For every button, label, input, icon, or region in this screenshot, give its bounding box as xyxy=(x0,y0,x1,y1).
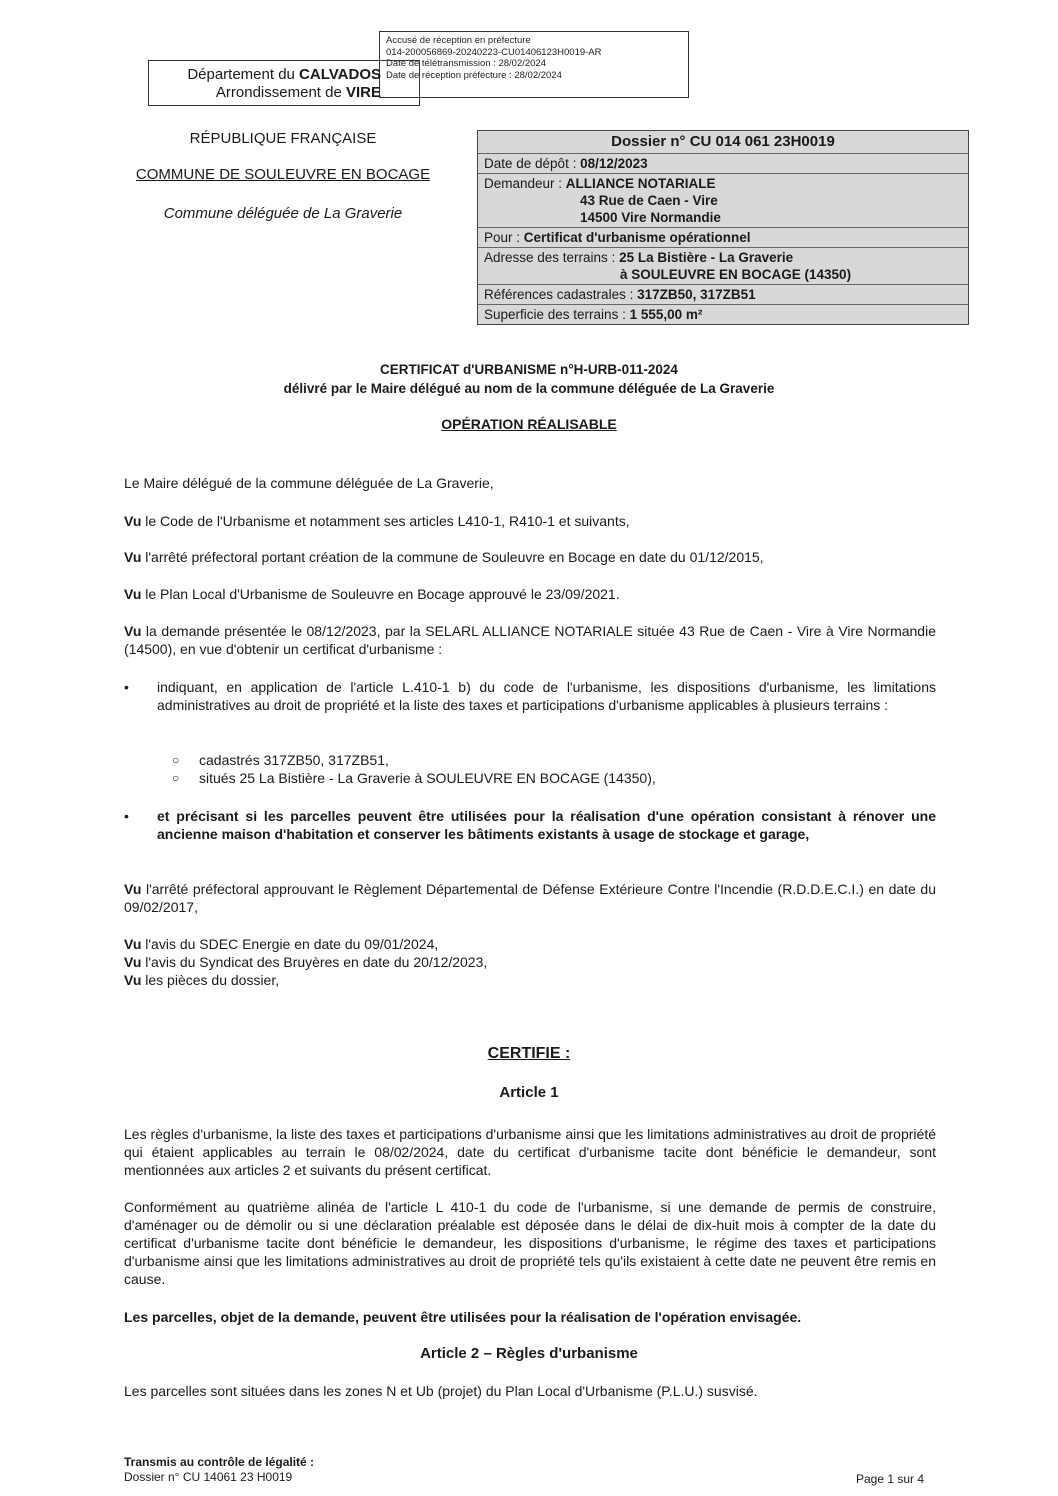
article-1-conclusion: Les parcelles, objet de la demande, peuvent être utilisées pour la réalisation de l'opération envisagée. xyxy=(124,1309,802,1325)
bullet-text: et précisant si les parcelles peuvent être utilisées pour la réalisation d'une opération consistant à rénover une ancienne maison d'habitation et conserver les bâtiments existants à usage de stockage et garage, xyxy=(157,808,936,842)
department-name: CALVADOS xyxy=(299,66,381,83)
page-number: Page 1 sur 4 xyxy=(856,1472,925,1486)
date-depot-label: Date de dépôt : xyxy=(484,156,581,171)
department-box xyxy=(148,60,420,106)
vu-text: la demande présentée le 08/12/2023, par la SELARL ALLIANCE NOTARIALE située 43 Rue de Caen - Vire à Vire Normandie (14500), en vue d'obtenir un certificat d'urbanisme : xyxy=(124,623,936,657)
superficie-label: Superficie des terrains : xyxy=(484,307,630,322)
department-prefix: Département du xyxy=(187,66,300,83)
stamp-line: 014-200056869-20240223-CU01406123H0019-AR xyxy=(386,46,602,58)
certificate-title: CERTIFICAT d'URBANISME n°H-URB-011-2024 xyxy=(380,362,678,377)
operation-status: OPÉRATION RÉALISABLE xyxy=(441,416,617,432)
vu-word: Vu xyxy=(124,954,142,970)
arrondissement-name: VIRE xyxy=(345,84,381,101)
adresse-label: Adresse des terrains : xyxy=(484,250,620,265)
footer-dossier: Dossier n° CU 14061 23 H0019 xyxy=(124,1470,293,1484)
sub-bullet-text: situés 25 La Bistière - La Graverie à SOULEUVRE EN BOCAGE (14350), xyxy=(199,770,656,786)
vu-text: l'arrêté préfectoral approuvant le Règlement Départemental de Défense Extérieure Contre l'Incendie (R.D.D.E.C.I.) en date du 09/02/2017, xyxy=(124,881,936,915)
vu-word: Vu xyxy=(124,972,142,988)
adresse-value: 25 La Bistière - La Graverie xyxy=(619,250,794,265)
vu-paragraph xyxy=(124,512,936,530)
article-1-paragraph: Les règles d'urbanisme, la liste des taxes et participations d'urbanisme ainsi que les limitations administratives au droit de propriété qui étaient applicables au terrain le 08/02/2024, date du certificat d'urbanisme tacite dont bénéficie le demandeur, sont mentionnées aux articles 2 et suivants du présent certificat. xyxy=(124,1126,936,1178)
vu-text: les pièces du dossier, xyxy=(141,972,280,988)
references-row xyxy=(478,284,968,304)
demandeur-address-line: 43 Rue de Caen - Vire xyxy=(580,193,718,208)
vu-paragraph xyxy=(124,548,936,566)
vu-paragraph xyxy=(124,880,936,916)
bullet-text: indiquant, en application de l'article L.410-1 b) du code de l'urbanisme, les dispositions d'urbanisme, les limitations administratives au droit de propriété et la liste des taxes et participations d'urbanisme applicables à plusieurs terrains : xyxy=(157,679,936,713)
prefecture-stamp xyxy=(379,31,689,98)
references-label: Références cadastrales : xyxy=(484,287,638,302)
vu-paragraph xyxy=(124,953,936,971)
pour-row xyxy=(478,227,968,247)
vu-paragraph xyxy=(124,971,936,989)
adresse-value: à SOULEUVRE EN BOCAGE (14350) xyxy=(620,267,852,282)
vu-paragraph xyxy=(124,585,936,603)
arrondissement-line xyxy=(149,84,381,102)
dossier-info-table xyxy=(477,130,969,325)
demandeur-label: Demandeur : xyxy=(484,176,566,191)
demandeur-name: ALLIANCE NOTARIALE xyxy=(565,176,716,191)
commune-deleguee: Commune déléguée de La Graverie xyxy=(163,205,403,222)
superficie-value: 1 555,00 m² xyxy=(629,307,703,322)
department-line xyxy=(149,66,381,84)
vu-text: le Code de l'Urbanisme et notamment ses articles L410-1, R410-1 et suivants, xyxy=(141,513,630,529)
dossier-number: Dossier n° CU 014 061 23H0019 xyxy=(611,133,835,150)
vu-word: Vu xyxy=(124,623,142,639)
demandeur-row xyxy=(478,173,968,227)
stamp-line: Date de réception préfecture : 28/02/2024 xyxy=(386,69,562,81)
vu-text: le Plan Local d'Urbanisme de Souleuvre en Bocage approuvé le 23/09/2021. xyxy=(141,586,620,602)
pour-value: Certificat d'urbanisme opérationnel xyxy=(523,230,751,245)
vu-word: Vu xyxy=(124,586,142,602)
sub-bullet-text: cadastrés 317ZB50, 317ZB51, xyxy=(199,752,389,768)
references-value: 317ZB50, 317ZB51 xyxy=(637,287,756,302)
circle-bullet-icon: ○ xyxy=(172,771,180,785)
certificate-subtitle: délivré par le Maire délégué au nom de la commune déléguée de La Graverie xyxy=(283,381,775,396)
stamp-line: Date de télétransmission : 28/02/2024 xyxy=(386,58,547,69)
vu-text: l'avis du Syndicat des Bruyères en date du 20/12/2023, xyxy=(141,954,488,970)
arrondissement-prefix: Arrondissement de xyxy=(215,84,346,101)
vu-paragraph xyxy=(124,935,936,953)
circle-bullet-icon: ○ xyxy=(172,753,180,767)
article-1-title: Article 1 xyxy=(499,1084,559,1101)
bullet-icon: • xyxy=(124,808,129,824)
certifie-heading: CERTIFIE : xyxy=(487,1045,571,1062)
article-2-title: Article 2 – Règles d'urbanisme xyxy=(420,1345,638,1362)
footer-transmis: Transmis au contrôle de légalité : xyxy=(124,1455,315,1469)
date-depot-row xyxy=(478,153,968,173)
article-1-paragraph: Conformément au quatrième alinéa de l'article L 410-1 du code de l'urbanisme, si une demande de permis de construire, d'aménager ou de démolir ou si une déclaration préalable est déposée dans le délai de dix-huit mois à compter de la date du certificat d'urbanisme tacite dont bénéficie le demandeur, les dispositions d'urbanisme, le régime des taxes et participations d'urbanisme ainsi que les limitations administratives au droit de propriété tels qu'ils existaient à cette date ne peuvent être remis en cause. xyxy=(124,1199,936,1287)
vu-word: Vu xyxy=(124,881,142,897)
vu-paragraph xyxy=(124,622,936,658)
date-depot-value: 08/12/2023 xyxy=(580,156,648,171)
superficie-row xyxy=(478,304,968,324)
republique-title: RÉPUBLIQUE FRANÇAISE xyxy=(189,130,377,147)
vu-word: Vu xyxy=(124,513,142,529)
article-2-paragraph: Les parcelles sont situées dans les zones N et Ub (projet) du Plan Local d'Urbanisme (P.L.U.) susvisé. xyxy=(124,1383,758,1399)
intro-paragraph: Le Maire délégué de la commune déléguée de La Graverie, xyxy=(124,475,494,491)
demandeur-address-line: 14500 Vire Normandie xyxy=(580,210,721,225)
vu-text: l'arrêté préfectoral portant création de la commune de Souleuvre en Bocage en date du 01/12/2015, xyxy=(141,549,764,565)
vu-word: Vu xyxy=(124,549,142,565)
pour-label: Pour : xyxy=(484,230,524,245)
bullet-icon: • xyxy=(124,679,129,695)
vu-word: Vu xyxy=(124,936,142,952)
commune-title: COMMUNE DE SOULEUVRE EN BOCAGE xyxy=(135,166,431,183)
stamp-line: Accusé de réception en préfecture xyxy=(386,35,531,46)
vu-text: l'avis du SDEC Energie en date du 09/01/2024, xyxy=(141,936,439,952)
adresse-row xyxy=(478,247,968,284)
